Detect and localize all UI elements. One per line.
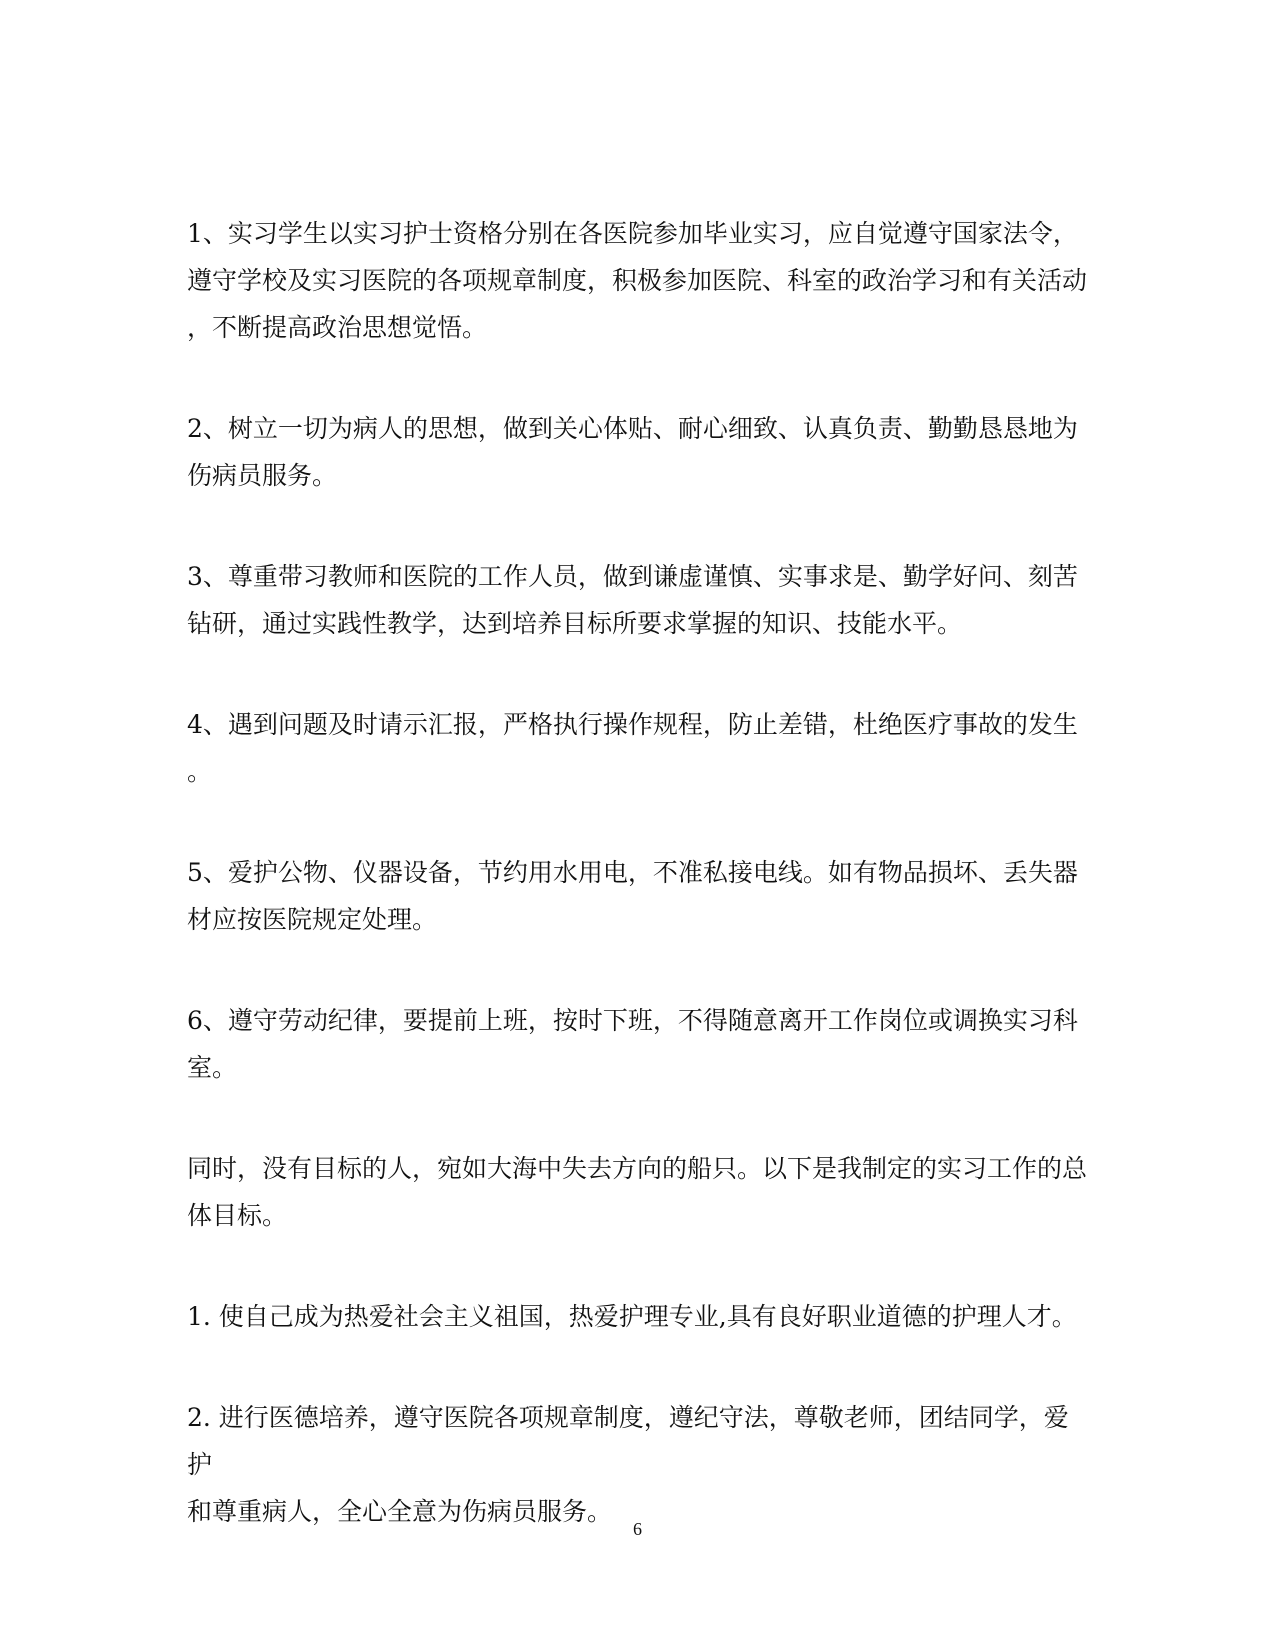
paragraph-goals-intro: 同时，没有目标的人，宛如大海中失去方向的船只。以下是我制定的实习工作的总 体目标。: [187, 1154, 1088, 1230]
paragraph-rule-1: 1、实习学生以实习护士资格分别在各医院参加毕业实习，应自觉遵守国家法令， 遵守学校及实习医院的各项规章制度，积极参加医院、科室的政治学习和有关活动 ，不断提高政治思想觉悟。: [187, 219, 1088, 342]
paragraph-rule-2: 2、树立一切为病人的思想，做到关心体贴、耐心细致、认真负责、勤勤恳恳地为 伤病员服务。: [187, 414, 1078, 490]
paragraph-goal-1: 1. 使自己成为热爱社会主义祖国，热爱护理专业,具有良好职业道德的护理人才。: [187, 1302, 1077, 1331]
paragraph-goal-2: 2. 进行医德培养，遵守医院各项规章制度，遵纪守法，尊敬老师，团结同学，爱护 和尊重病人，全心全意为伤病员服务。: [187, 1403, 1069, 1526]
page-number: 6: [633, 1519, 642, 1539]
document-body: [187, 210, 1087, 1589]
paragraph-rule-4: 4、遇到问题及时请示汇报，严格执行操作规程，防止差错，杜绝医疗事故的发生 。: [187, 710, 1078, 786]
paragraph-rule-3: 3、尊重带习教师和医院的工作人员，做到谦虚谨慎、实事求是、勤学好问、刻苦 钻研，通过实践性教学，达到培养目标所要求掌握的知识、技能水平。: [187, 562, 1078, 638]
paragraph-rule-5: 5、爱护公物、仪器设备，节约用水用电，不准私接电线。如有物品损坏、丢失器 材应按医院规定处理。: [187, 858, 1078, 934]
paragraph-rule-6: 6、遵守劳动纪律，要提前上班，按时下班，不得随意离开工作岗位或调换实习科 室。: [187, 1006, 1078, 1082]
